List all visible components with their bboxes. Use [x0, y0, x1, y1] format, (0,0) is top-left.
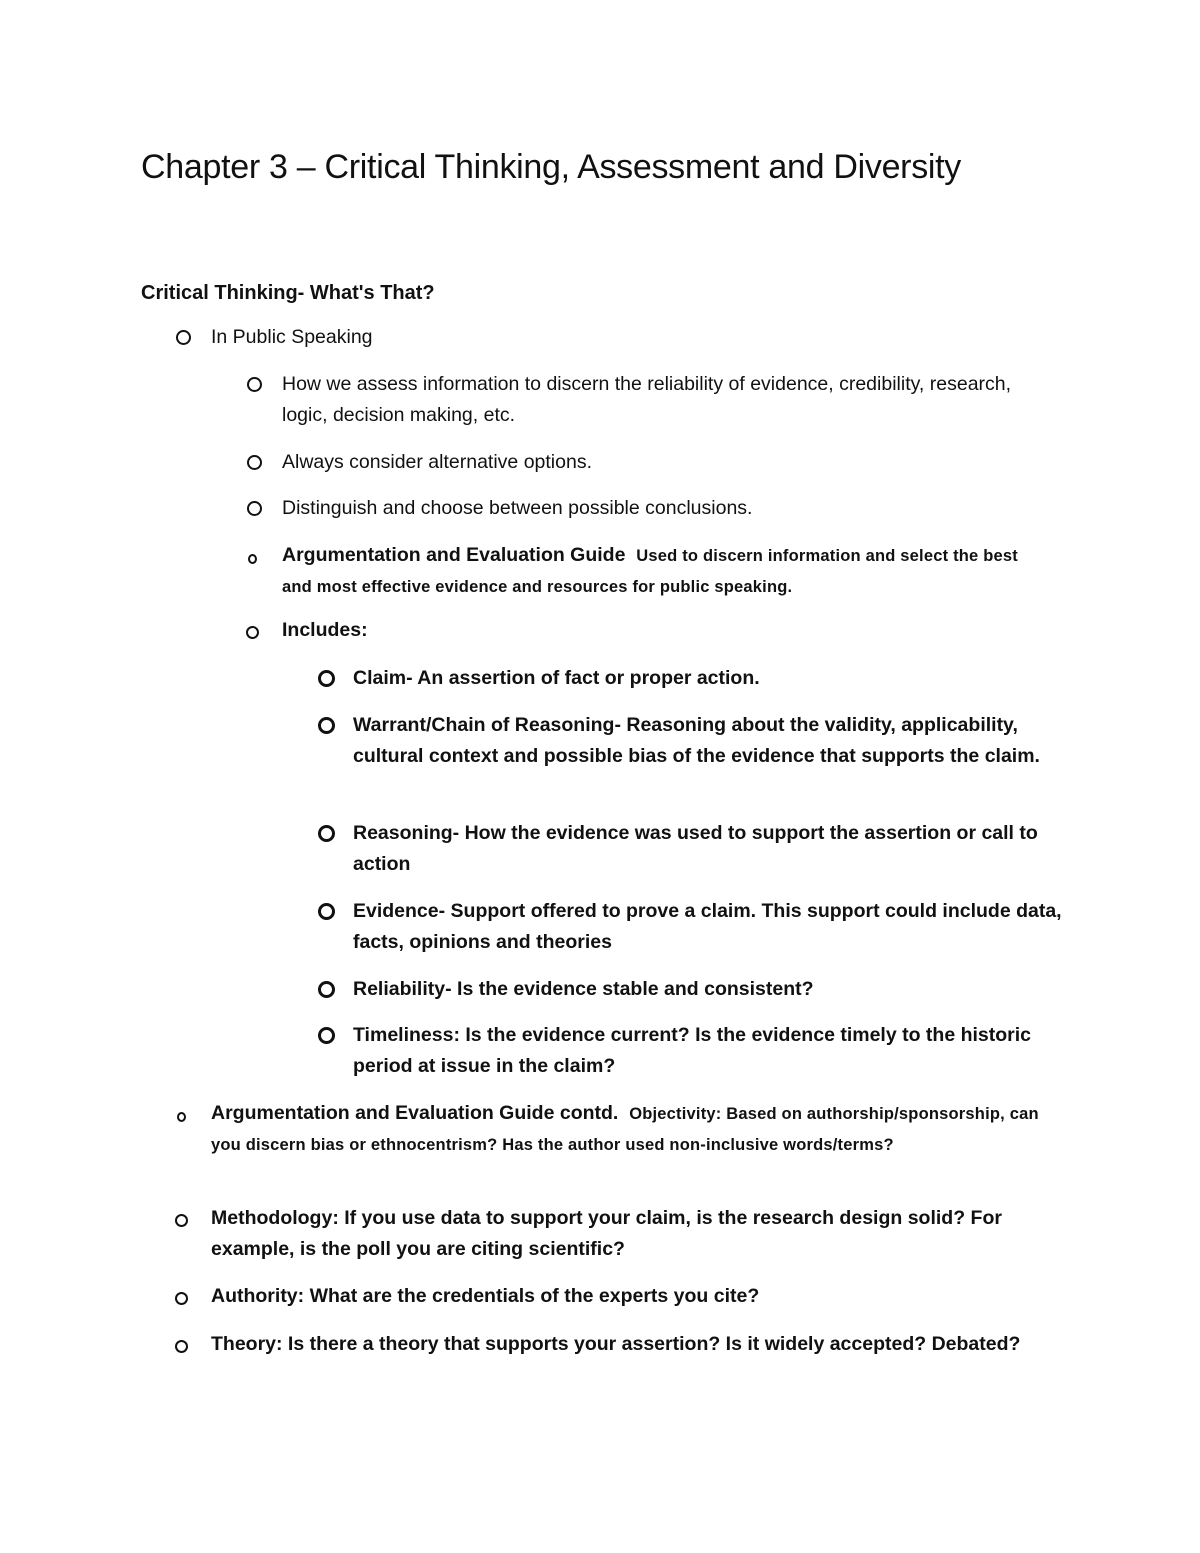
list-item: Methodology: If you use data to support your claim, is the research design solid? For example, is the poll you are citing scientific? [211, 1203, 1071, 1265]
list-item: Argumentation and Evaluation Guide Used to discern information and select the best and most effective evidence and resources for public speaking. [282, 540, 1052, 602]
list-item: Evidence- Support offered to prove a claim. This support could include data, facts, opinions and theories [353, 896, 1073, 958]
list-item: Reasoning- How the evidence was used to support the assertion or call to action [353, 818, 1073, 880]
hollow-circle-bullet-icon [318, 1027, 335, 1044]
hollow-circle-bullet-icon [318, 670, 335, 687]
list-item: Timeliness: Is the evidence current? Is the evidence timely to the historic period at issue in the claim? [353, 1020, 1043, 1082]
hollow-circle-bullet-icon [176, 330, 191, 345]
small-circle-bullet-icon [175, 1214, 188, 1227]
hollow-circle-bullet-icon [247, 501, 262, 516]
hollow-circle-bullet-icon [247, 455, 262, 470]
list-item: Theory: Is there a theory that supports your assertion? Is it widely accepted? Debated? [211, 1329, 1051, 1360]
hollow-circle-bullet-icon [318, 981, 335, 998]
small-circle-bullet-icon [175, 1340, 188, 1353]
guide-label: Argumentation and Evaluation Guide [282, 544, 626, 566]
list-item: Reliability- Is the evidence stable and consistent? [353, 974, 814, 1005]
list-item: Claim- An assertion of fact or proper action. [353, 663, 760, 694]
list-item: Distinguish and choose between possible conclusions. [282, 493, 752, 524]
list-item: Authority: What are the credentials of the experts you cite? [211, 1281, 759, 1312]
list-item: Includes: [282, 615, 368, 646]
list-item: Always consider alternative options. [282, 447, 592, 478]
small-circle-bullet-icon [246, 626, 259, 639]
guide-contd-label: Argumentation and Evaluation Guide contd. [211, 1102, 619, 1124]
list-item: Argumentation and Evaluation Guide contd. Objectivity: Based on authorship/sponsorship, can you discern bias or ethnocentrism? Has the author used non-inclusive words/terms? [211, 1098, 1041, 1160]
hollow-circle-bullet-icon [247, 377, 262, 392]
small-circle-bullet-icon [248, 554, 257, 564]
list-item: In Public Speaking [211, 322, 373, 353]
hollow-circle-bullet-icon [318, 825, 335, 842]
section-heading: Critical Thinking- What's That? [141, 282, 435, 304]
document-title: Chapter 3 – Critical Thinking, Assessment and Diversity [141, 148, 962, 186]
list-item: How we assess information to discern the reliability of evidence, credibility, research, logic, decision making, etc. [282, 369, 1022, 431]
small-circle-bullet-icon [177, 1112, 186, 1122]
small-circle-bullet-icon [175, 1292, 188, 1305]
list-item: Warrant/Chain of Reasoning- Reasoning about the validity, applicability, cultural context and possible bias of the evidence that supports the claim. [353, 710, 1073, 772]
hollow-circle-bullet-icon [318, 903, 335, 920]
hollow-circle-bullet-icon [318, 717, 335, 734]
